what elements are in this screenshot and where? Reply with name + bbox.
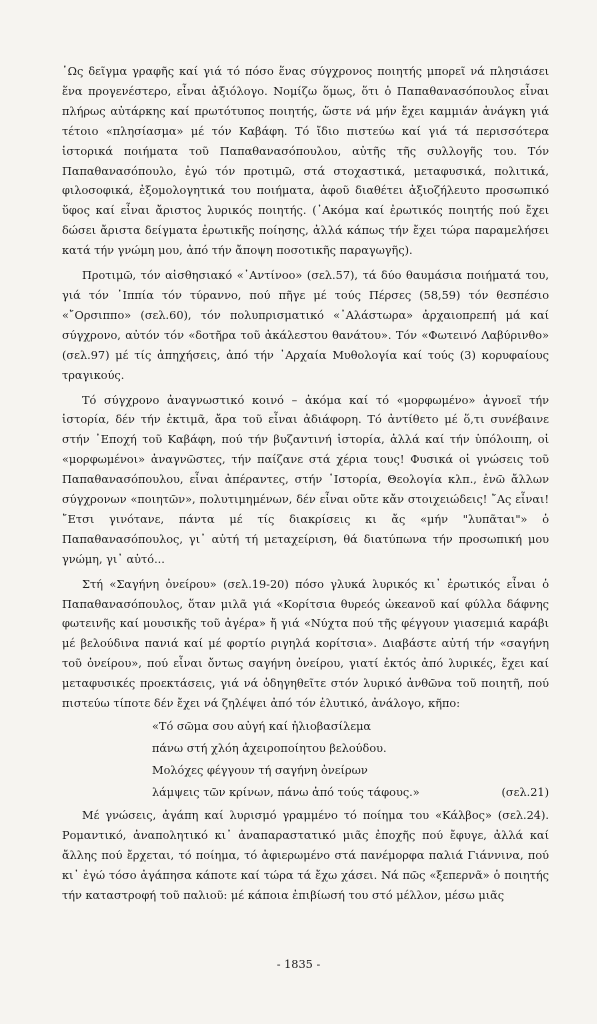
paragraph-readership: Τό σύγχρονο ἀναγνωστικό κοινό – ἀκόμα καί τό «μορφωμένο» ἀγνοεῖ τήν ἱστορία, δέν τήν ἐκτιμᾶ, ἄρα τοῦ εἶναι ἀδιάφορη. Τό ἀντίθετο μέ ὅ,τι συνέβαινε στήν ᾿Εποχή τοῦ Καβάφη, πού τήν βυζαντινή ἱστορία, ἀλλά καί τήν ὑπόλοιπη, οἱ «μορφωμένοι» ἀναγνῶστες, τήν παίζανε στά χέρια τους! Φυσικά οἱ γνώσεις τοῦ Παπαθανασόπουλου, εἶναι ἀπέραντες, στήν ῾Ιστορία, Θεολογία κλπ., ἐνῶ ἄλλων σύγχρονων «ποιητῶν», πολυτιμημένων, δέν εἶναι οὔτε κἄν στοιχειώδεις! ῎Ας εἶναι! ῎Ετσι γινότανε, πάντα μέ τίς διακρίσεις κι ἄς «μήν "λυπᾶται"» ὁ Παπαθανασόπουλος, γι᾿ αὐτή τή μεταχείριση, θά διατύπωνα τήν προσωπική μου γνώμη, γι᾿ αὐτό... — [62, 393, 549, 566]
poem-line: «Τό σῶμα σου αὐγή καί ἠλιοβασίλεμα — [152, 720, 372, 733]
body-text — [62, 62, 549, 906]
paragraph-intro: ῾Ως δεῖγμα γραφῆς καί γιά τό πόσο ἕνας σύγχρονος ποιητής μπορεῖ νά πλησιάσει ἕνα προγενέστερο, εἶναι ἀξιόλογο. Νομίζω ὅμως, ὅτι ὁ Παπαθανασόπουλος εἶναι πλήρως αὐτάρκης καί πρωτότυπος ποιητής, ὥστε νά μήν ἔχει καμμιάν ἀνάγκη γιά τέτοιο «πλησίασμα» μέ τόν Καβάφη. Τό ἴδιο πιστεύω καί γιά τά περισσότερα ἱστορικά ποιήματα τοῦ Παπαθανασόπουλου, αὐτῆς τῆς συλλογῆς του. Τόν Παπαθανασόπουλο, ἐγώ τόν προτιμῶ, στά στοχαστικά, μεταφυσικά, πολιτικά, φιλοσοφικά, ἐξομολογητικά του ποιήματα, ἀφοῦ διαθέτει ἀξιοζήλευτο προσωπικό ὕφος καί εἶναι ἄριστος λυρικός ποιητής. (᾿Ακόμα καί ἐρωτικός ποιητής πού ἔχει δώσει ἄριστα δείγματα ἐρωτικῆς ποίησης, ἀλλά κάπως τήν ἔχει τώρα παραμελήσει κατά τήν γνώμη μου, ἀπό τήν ἄποψη ποσοτικῆς παραγωγῆς). — [62, 65, 549, 258]
paragraph-dream-net: Στή «Σαγήνη ὀνείρου» (σελ.19-20) πόσο γλυκά λυρικός κι᾿ ἐρωτικός εἶναι ὁ Παπαθανασόπουλος, ὅταν μιλᾶ γιά «Κορίτσια θυρεός ὠκεανοῦ καί φύλλα δάφνης φωτεινῆς καί μουσικῆς τοῦ ἀγέρα» ἤ γιά «Νύχτα πού τῆς φέγγουν γιασεμιά καράβι μέ βελούδινα πανιά καί μέ φορτίο ριγηλά κορίτσια». Διαβάστε αὐτή τήν «σαγήνη τοῦ ὀνείρου», πού εἶναι ὄντως σαγήνη ὀνείρου, γιατί ἐκτός ἀπό λυρικές, ἔχει καί μεταφυσικές προεκτάσεις, γιά νά ὁδηγηθεῖτε στόν λυρικό ἀνθῶνα τοῦ ποιητῆ, πού πιστεύω τίποτε δέν ἔχει νά ζηλέψει ἀπό τόν ἐλυτικό, ἀνάλογο, κῆπο: — [62, 577, 549, 711]
poem-line: λάμψεις τῶν κρίνων, πάνω ἀπό τούς τάφους.» — [152, 786, 420, 799]
page-number: - 1835 - — [276, 958, 321, 971]
poem-page-reference: (σελ.21) — [501, 786, 549, 799]
poem-line: Μολόχες φέγγουν τή σαγήνη ὀνείρων — [152, 764, 368, 777]
poem-quote — [152, 716, 549, 804]
poem-line: πάνω στή χλόη ἀχειροποίητου βελούδου. — [152, 742, 387, 755]
paragraph-kalvos: Μέ γνώσεις, ἀγάπη καί λυρισμό γραμμένο τό ποίημα του «Κάλβος» (σελ.24). Ρομαντικό, ἀναπολητικό κι᾿ ἀναπαραστατικό μιᾶς ἐποχῆς πού ἔφυγε, ἀλλά καί ἄλλης πού ἔρχεται, τό ποίημα, τό ἀφιερωμένο στά πανέμορφα παλιά Γιάννινα, πού κι᾿ ἐγώ τόσο ἀγάπησα κάποτε καί τώρα τά ἔχω χάσει. Νά πῶς «ξεπερνᾶ» ὁ ποιητής τήν καταστροφή τοῦ παλιοῦ: μέ κάποια ἐπιβίωσή του στό μέλλον, μέσω μιᾶς — [62, 809, 549, 902]
paragraph-preferences: Προτιμῶ, τόν αἰσθησιακό «᾿Αντίνοο» (σελ.57), τά δύο θαυμάσια ποιήματά του, γιά τόν ῾Ιππία τόν τύραννο, πού πῆγε μέ τούς Πέρσες (58,59) τόν θεσπέσιο «῎Ορσιππο» (σελ.60), τόν πολυπρισματικό «᾿Αλάστωρα» ἀρχαιοπρεπή μά καί σύγχρονο, αὐτόν τόν «δοτῆρα τοῦ ἀκάλεστου θανάτου». Τόν «Φωτεινό Λαβύρινθο» (σελ.97) μέ τίς ἀπηχήσεις, ἀπό τήν ᾿Αρχαία Μυθολογία καί τούς (3) κορυφαίους τραγικούς. — [62, 269, 549, 382]
